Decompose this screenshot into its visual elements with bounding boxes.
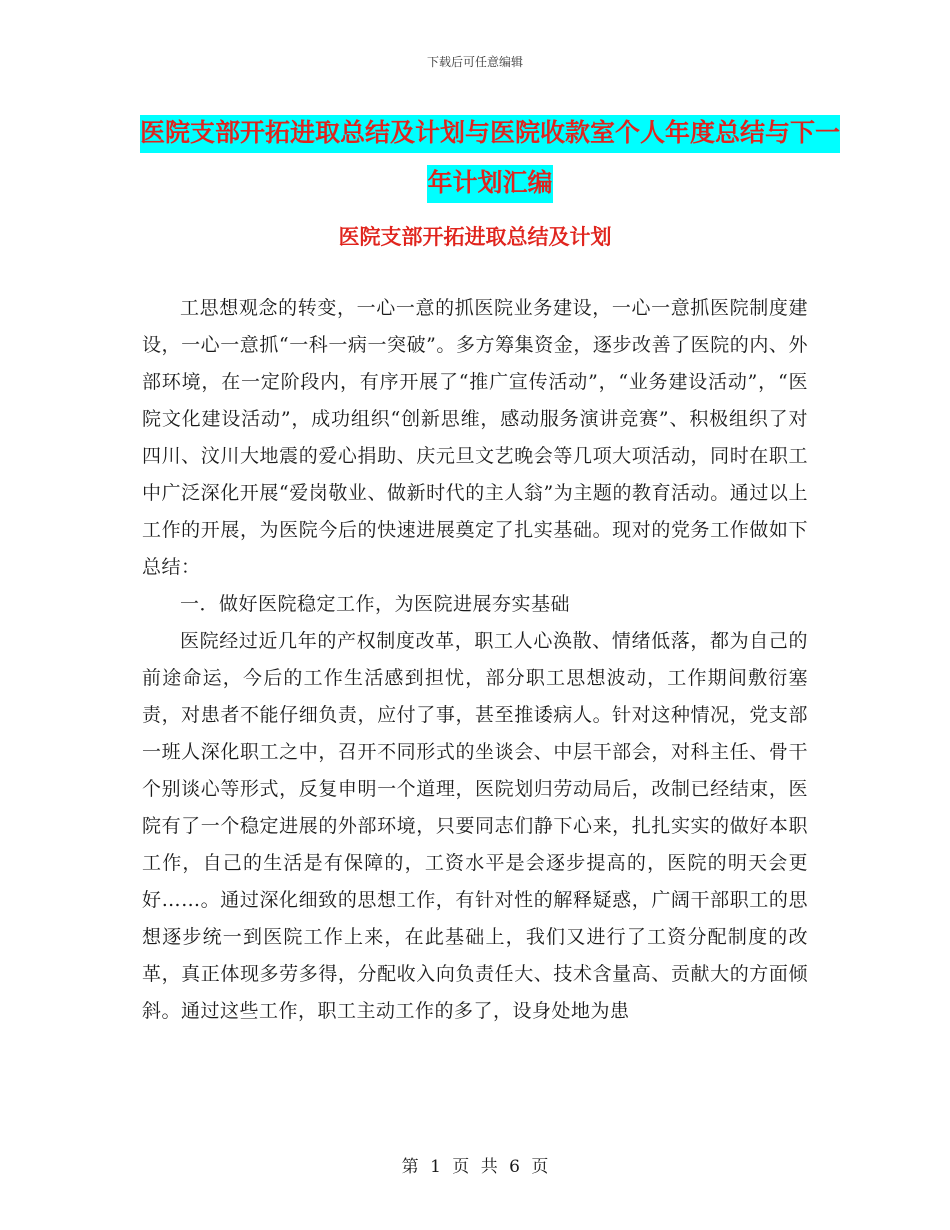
page-footer: 第 1 页 共 6 页 (401, 1157, 549, 1177)
section-title: 医院支部开拓进取总结及计划 (338, 225, 612, 249)
document-title (140, 108, 840, 208)
paragraph: 医院经过近几年的产权制度改革，职工人心涣散、情绪低落，都为自己的前途命运，今后的工作生活感到担忧，部分职工思想波动，工作期间敷衍塞责，对患者不能仔细负责，应付了事，甚至推诿病人。针对这种情况，党支部一班人深化职工之中，召开不同形式的坐谈会、中层干部会，对科主任、骨干个别谈心等形式，反复申明一个道理，医院划归劳动局后，改制已经结束，医院有了一个稳定进展的外部环境，只要同志们静下心来，扎扎实实的做好本职工作，自己的生活是有保障的，工资水平是会逐步提高的，医院的明天会更好……。通过深化细致的思想工作，有针对性的解释疑惑，广阔干部职工的思想逐步统一到医院工作上来，在此基础上，我们又进行了工资分配制度的改革，真正体现多劳多得，分配收入向负责任大、技术含量高、贡献大的方面倾斜。通过这些工作，职工主动工作的多了，设身处地为患 (142, 630, 808, 1022)
document-body (142, 290, 808, 1030)
header-note: 下载后可任意编辑 (426, 55, 523, 69)
paragraph: 工思想观念的转变，一心一意的抓医院业务建设，一心一意抓医院制度建设，一心一意抓“一科一病一突破”。多方筹集资金，逐步改善了医院的内、外部环境，在一定阶段内，有序开展了“推广宣传活动”，“业务建设活动”，“医院文化建设活动”，成功组织“创新思维，感动服务演讲竞赛”、积极组织了对四川、汶川大地震的爱心捐助、庆元旦文艺晚会等几项大项活动，同时在职工中广泛深化开展“爱岗敬业、做新时代的主人翁”为主题的教育活动。通过以上工作的开展，为医院今后的快速进展奠定了扎实基础。现对的党务工作做如下总结： (142, 297, 808, 578)
paragraph-heading: 一．做好医院稳定工作，为医院进展夯实基础 (180, 593, 571, 615)
document-title-text: 医院支部开拓进取总结及计划与医院收款室个人年度总结与下一年计划汇编 (140, 115, 840, 203)
